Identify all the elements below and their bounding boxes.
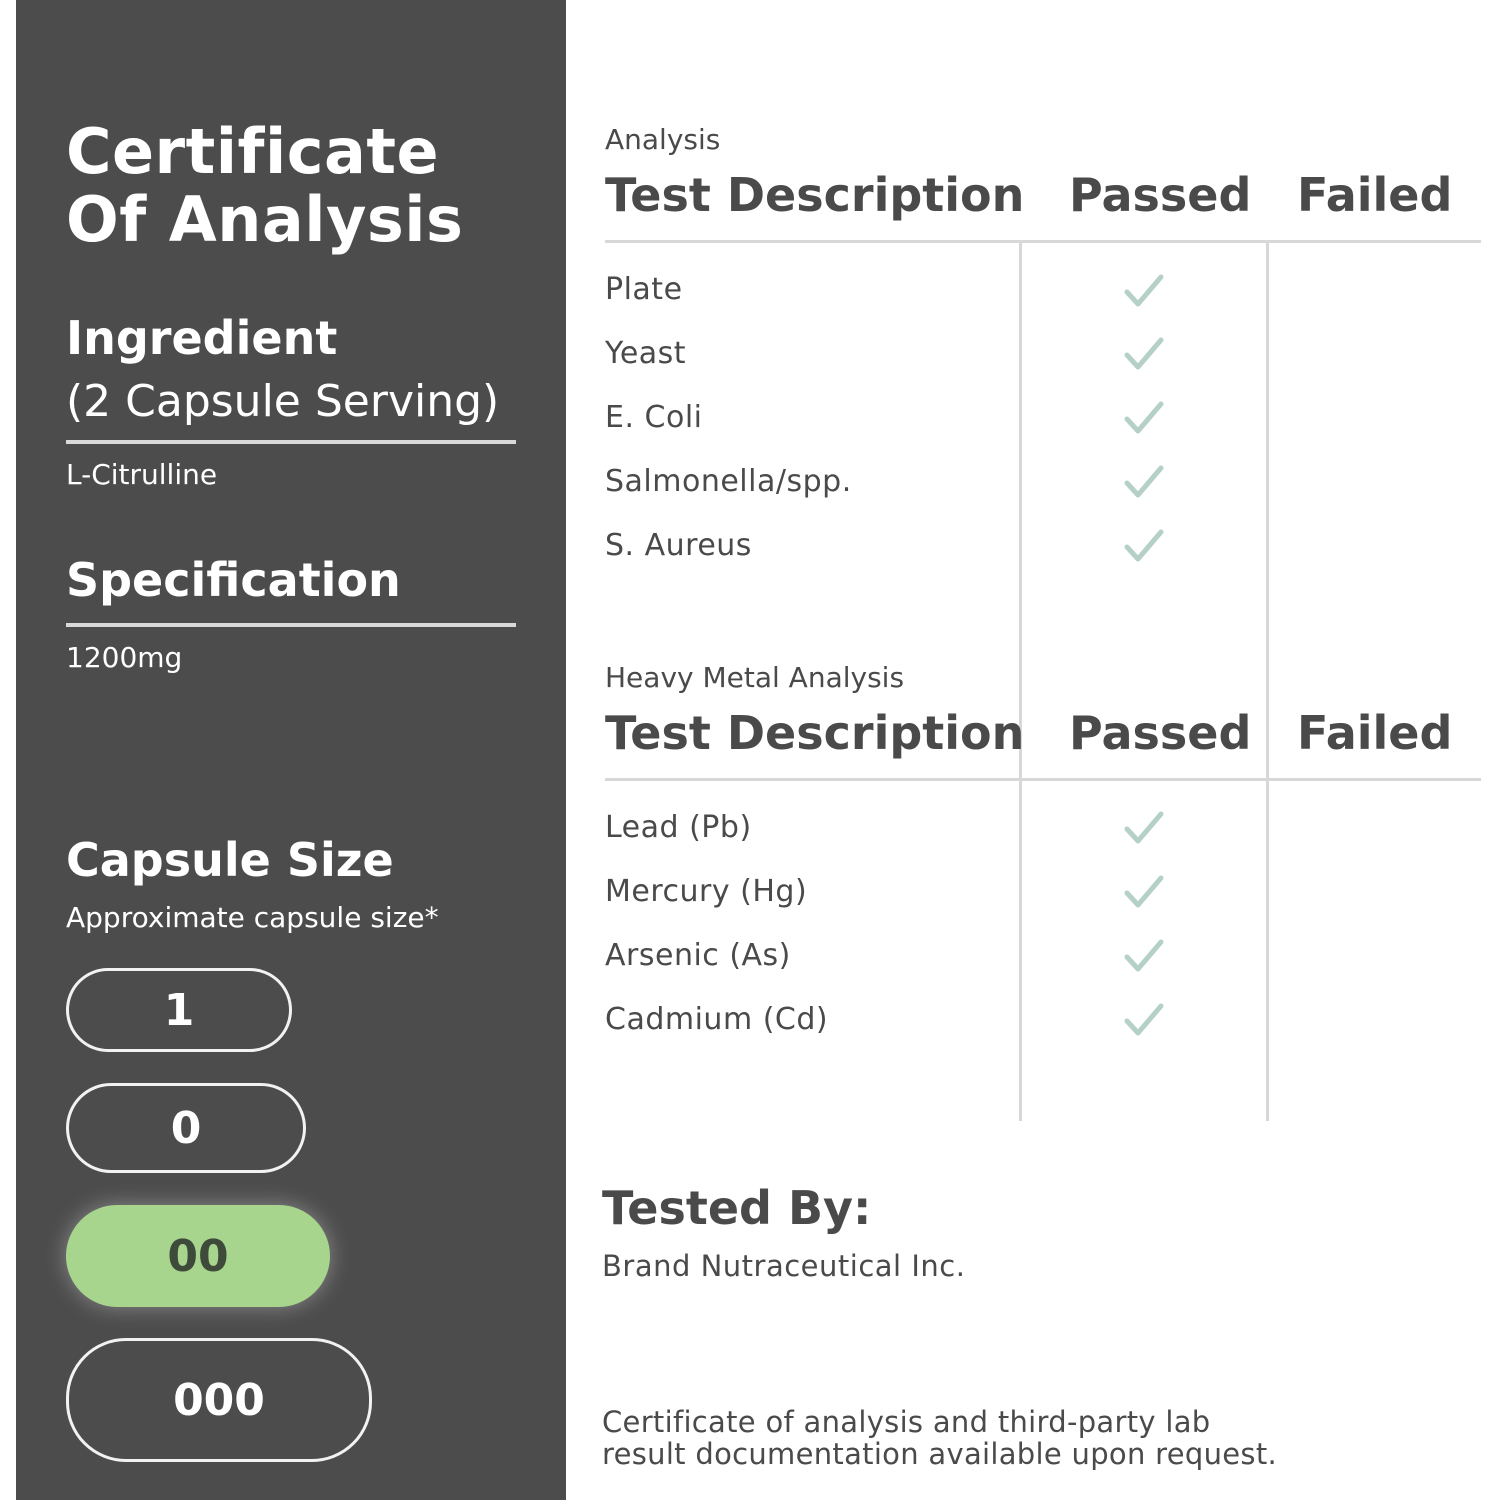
footnote — [602, 1406, 1302, 1470]
analysis-col-description: Test Description — [605, 168, 1025, 222]
check-icon — [1122, 871, 1166, 915]
heavy-metal-col-divider-2 — [1266, 781, 1269, 1121]
capsule-size-0: 0 — [66, 1083, 306, 1173]
tested-by-name: Brand Nutraceutical Inc. — [602, 1249, 966, 1283]
certificate-title: Certificate Of Analysis — [66, 115, 464, 256]
heavy-metal-row-cadmium: Cadmium (Cd) — [605, 1002, 829, 1037]
specification-value: 1200mg — [66, 641, 183, 674]
heavy-metal-row-arsenic: Arsenic (As) — [605, 938, 791, 973]
analysis-col-passed: Passed — [1069, 168, 1252, 222]
capsule-size-heading: Capsule Size — [66, 833, 394, 887]
results-panel — [566, 0, 1500, 1500]
analysis-section-label: Analysis — [605, 123, 721, 156]
analysis-col-divider-1 — [1019, 243, 1022, 779]
check-icon — [1122, 999, 1166, 1043]
specification-heading: Specification — [66, 553, 401, 607]
check-icon — [1122, 807, 1166, 851]
ingredient-heading: Ingredient (2 Capsule Serving) — [66, 306, 499, 434]
heavy-metal-row-lead: Lead (Pb) — [605, 810, 752, 845]
tested-by-heading: Tested By: — [602, 1181, 872, 1235]
heavy-metal-col-divider-1 — [1019, 781, 1022, 1121]
specification-divider — [66, 623, 516, 627]
analysis-row-ecoli: E. Coli — [605, 400, 703, 435]
analysis-col-divider-2 — [1266, 243, 1269, 779]
check-icon — [1122, 525, 1166, 569]
analysis-col-failed: Failed — [1297, 168, 1453, 222]
capsule-size-000: 000 — [66, 1338, 372, 1462]
left-panel — [16, 0, 566, 1500]
heavy-metal-col-failed: Failed — [1297, 706, 1453, 760]
check-icon — [1122, 333, 1166, 377]
heavy-metal-row-mercury: Mercury (Hg) — [605, 874, 808, 909]
serving-heading: (2 Capsule Serving) — [66, 376, 500, 427]
analysis-row-plate: Plate — [605, 272, 683, 307]
footnote-line-2: result documentation available upon request. — [602, 1437, 1278, 1471]
heavy-metal-header-rule — [605, 778, 1481, 781]
capsule-size-00-selected: 00 — [66, 1205, 330, 1307]
analysis-row-salmonella: Salmonella/spp. — [605, 464, 852, 499]
capsule-size-subheading: Approximate capsule size* — [66, 901, 439, 934]
analysis-row-saureus: S. Aureus — [605, 528, 752, 563]
check-icon — [1122, 935, 1166, 979]
capsule-size-1: 1 — [66, 968, 292, 1052]
ingredient-divider — [66, 440, 516, 444]
analysis-header-rule — [605, 240, 1481, 243]
check-icon — [1122, 461, 1166, 505]
footnote-line-1: Certificate of analysis and third-party lab — [602, 1405, 1211, 1439]
heavy-metal-section-label: Heavy Metal Analysis — [605, 661, 905, 694]
check-icon — [1122, 397, 1166, 441]
analysis-row-yeast: Yeast — [605, 336, 687, 371]
heavy-metal-col-passed: Passed — [1069, 706, 1252, 760]
check-icon — [1122, 270, 1166, 314]
heavy-metal-col-description: Test Description — [605, 706, 1025, 760]
ingredient-value: L-Citrulline — [66, 458, 218, 491]
